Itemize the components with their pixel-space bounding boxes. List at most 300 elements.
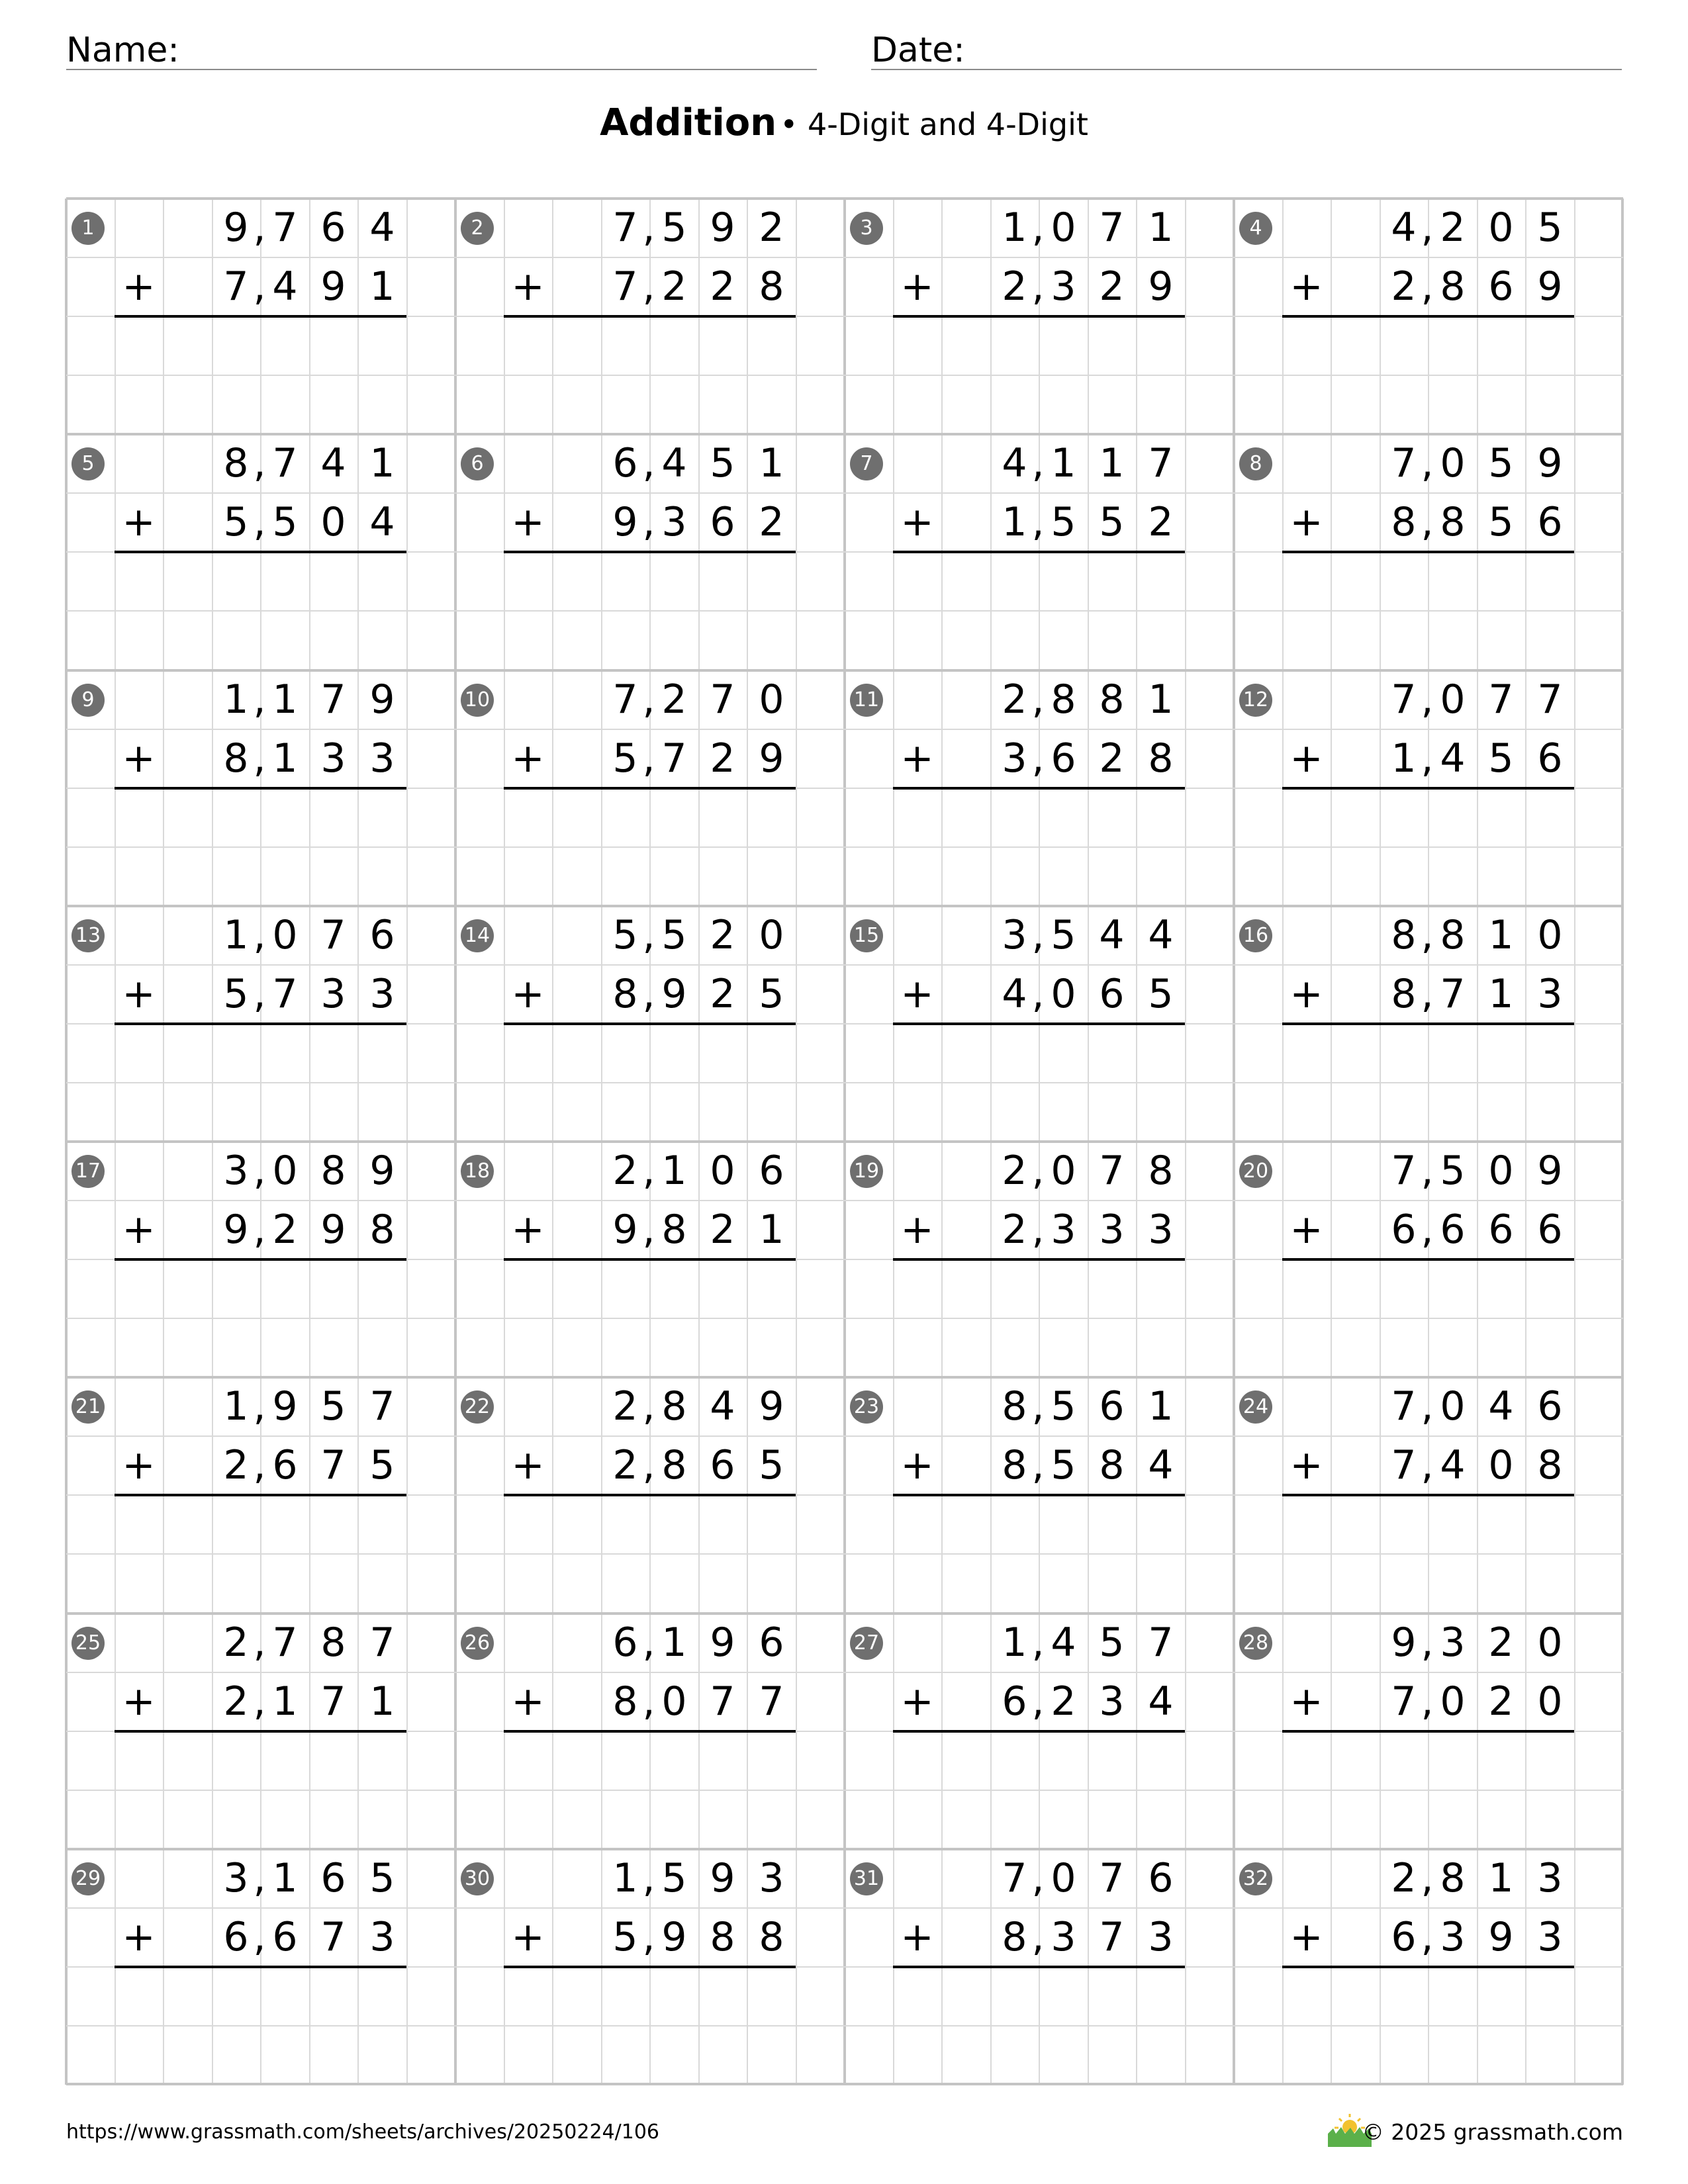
sum-line xyxy=(893,1258,1185,1261)
bottom-number-digit: 8 xyxy=(1537,1442,1563,1488)
bottom-number-digit: 7 xyxy=(320,1914,346,1960)
bottom-number-digit: 8 xyxy=(1391,971,1417,1017)
top-number-comma: , xyxy=(1421,1148,1434,1194)
problem-number-badge: 27 xyxy=(850,1627,883,1660)
sum-line xyxy=(893,1966,1185,1968)
problem-32 xyxy=(1234,1849,1623,2085)
plus-operator: + xyxy=(900,971,934,1017)
top-number-digit: 9 xyxy=(272,1383,298,1430)
sum-line xyxy=(504,315,796,318)
problem-number-badge: 10 xyxy=(461,684,494,717)
footer-copyright: © 2025 grassmath.com xyxy=(1362,2119,1623,2145)
bottom-number-digit: 2 xyxy=(1099,263,1125,310)
top-number-digit: 7 xyxy=(272,440,298,486)
top-number-comma: , xyxy=(1421,912,1434,958)
bottom-number-digit: 0 xyxy=(1440,1678,1466,1725)
sum-line xyxy=(115,1494,406,1496)
top-number-digit: 2 xyxy=(1002,676,1027,723)
problem-17 xyxy=(66,1142,455,1377)
top-number-digit: 4 xyxy=(1391,205,1417,251)
top-number-digit: 7 xyxy=(1391,440,1417,486)
bottom-number-digit: 7 xyxy=(759,1678,784,1725)
top-number-digit: 2 xyxy=(223,1619,249,1666)
sum-line xyxy=(893,315,1185,318)
top-number-digit: 1 xyxy=(223,912,249,958)
bottom-number-comma: , xyxy=(642,499,655,545)
bottom-number-comma: , xyxy=(642,1914,655,1960)
bottom-number-digit: 2 xyxy=(223,1678,249,1725)
bottom-number-digit: 7 xyxy=(1391,1442,1417,1488)
bottom-number-digit: 7 xyxy=(272,971,298,1017)
bottom-number-digit: 3 xyxy=(369,1914,395,1960)
top-number-comma: , xyxy=(1421,676,1434,723)
problem-23 xyxy=(845,1377,1234,1613)
bottom-number-digit: 0 xyxy=(1537,1678,1563,1725)
top-number-comma: , xyxy=(1421,205,1434,251)
sum-line xyxy=(1282,315,1574,318)
problem-10 xyxy=(455,670,845,906)
top-number-digit: 4 xyxy=(1488,1383,1514,1430)
bottom-number-digit: 2 xyxy=(710,735,735,782)
top-number-digit: 7 xyxy=(1391,1148,1417,1194)
bottom-number-digit: 5 xyxy=(1148,971,1174,1017)
plus-operator: + xyxy=(511,263,545,310)
bottom-number-comma: , xyxy=(1421,1206,1434,1253)
problem-3 xyxy=(845,199,1234,434)
bottom-number-digit: 2 xyxy=(1148,499,1174,545)
problem-26 xyxy=(455,1614,845,1849)
top-number-digit: 0 xyxy=(1537,912,1563,958)
top-number-digit: 7 xyxy=(1391,676,1417,723)
top-number-digit: 9 xyxy=(710,1619,735,1666)
top-number-digit: 9 xyxy=(223,205,249,251)
problem-number-badge: 20 xyxy=(1239,1155,1272,1188)
bottom-number-digit: 9 xyxy=(612,1206,638,1253)
bottom-number-digit: 3 xyxy=(320,735,346,782)
top-number-digit: 0 xyxy=(1537,1619,1563,1666)
plus-operator: + xyxy=(122,499,156,545)
top-number-digit: 1 xyxy=(223,1383,249,1430)
plus-operator: + xyxy=(1289,1442,1323,1488)
top-number-digit: 1 xyxy=(369,440,395,486)
problem-number-badge: 5 xyxy=(71,447,105,480)
top-number-digit: 1 xyxy=(1488,1855,1514,1901)
top-number-digit: 1 xyxy=(759,440,784,486)
plus-operator: + xyxy=(900,1442,934,1488)
bottom-number-digit: 2 xyxy=(1051,1678,1076,1725)
problem-grid xyxy=(66,199,1623,2085)
sum-line xyxy=(893,551,1185,553)
top-number-digit: 7 xyxy=(320,912,346,958)
problem-number-badge: 22 xyxy=(461,1390,494,1424)
top-number-digit: 0 xyxy=(1440,676,1466,723)
bottom-number-digit: 4 xyxy=(1440,1442,1466,1488)
plus-operator: + xyxy=(511,1206,545,1253)
top-number-digit: 5 xyxy=(710,440,735,486)
bottom-number-digit: 2 xyxy=(272,1206,298,1253)
top-number-digit: 6 xyxy=(369,912,395,958)
top-number-comma: , xyxy=(1031,676,1045,723)
problem-number-badge: 29 xyxy=(71,1862,105,1895)
plus-operator: + xyxy=(1289,971,1323,1017)
problem-number-badge: 13 xyxy=(71,919,105,952)
top-number-comma: , xyxy=(1421,1383,1434,1430)
top-number-digit: 7 xyxy=(612,205,638,251)
problem-number-badge: 3 xyxy=(850,212,883,245)
top-number-digit: 6 xyxy=(759,1619,784,1666)
bottom-number-comma: , xyxy=(1031,1206,1045,1253)
plus-operator: + xyxy=(122,735,156,782)
problem-24 xyxy=(1234,1377,1623,1613)
top-number-digit: 1 xyxy=(223,676,249,723)
sum-line xyxy=(504,1258,796,1261)
problem-number-badge: 1 xyxy=(71,212,105,245)
plus-operator: + xyxy=(511,1442,545,1488)
bottom-number-digit: 9 xyxy=(612,499,638,545)
problem-8 xyxy=(1234,434,1623,670)
bottom-number-digit: 3 xyxy=(661,499,687,545)
plus-operator: + xyxy=(900,1678,934,1725)
bottom-number-digit: 6 xyxy=(1537,499,1563,545)
top-number-digit: 0 xyxy=(1051,205,1076,251)
bottom-number-digit: 3 xyxy=(320,971,346,1017)
top-number-digit: 8 xyxy=(1148,1148,1174,1194)
sum-line xyxy=(893,1023,1185,1025)
top-number-digit: 8 xyxy=(661,1383,687,1430)
problem-18 xyxy=(455,1142,845,1377)
bottom-number-digit: 5 xyxy=(1488,735,1514,782)
bottom-number-comma: , xyxy=(1031,735,1045,782)
bottom-number-digit: 5 xyxy=(612,1914,638,1960)
plus-operator: + xyxy=(1289,263,1323,310)
problem-11 xyxy=(845,670,1234,906)
bottom-number-digit: 9 xyxy=(1148,263,1174,310)
bottom-number-comma: , xyxy=(253,735,266,782)
problem-number-badge: 15 xyxy=(850,919,883,952)
top-number-digit: 0 xyxy=(759,676,784,723)
top-number-digit: 8 xyxy=(223,440,249,486)
bottom-number-comma: , xyxy=(253,1442,266,1488)
bottom-number-digit: 6 xyxy=(710,499,735,545)
top-number-digit: 5 xyxy=(369,1855,395,1901)
problem-number-badge: 4 xyxy=(1239,212,1272,245)
bottom-number-digit: 3 xyxy=(1051,1206,1076,1253)
problem-19 xyxy=(845,1142,1234,1377)
problem-27 xyxy=(845,1614,1234,1849)
bottom-number-digit: 8 xyxy=(759,1914,784,1960)
plus-operator: + xyxy=(900,1206,934,1253)
sum-line xyxy=(504,787,796,790)
sum-line xyxy=(504,1023,796,1025)
bottom-number-digit: 6 xyxy=(1440,1206,1466,1253)
bottom-number-comma: , xyxy=(253,971,266,1017)
bottom-number-digit: 3 xyxy=(1537,971,1563,1017)
problem-number-badge: 19 xyxy=(850,1155,883,1188)
problem-12 xyxy=(1234,670,1623,906)
top-number-digit: 4 xyxy=(661,440,687,486)
bottom-number-digit: 6 xyxy=(1099,971,1125,1017)
top-number-comma: , xyxy=(1031,912,1045,958)
sum-line xyxy=(1282,787,1574,790)
bottom-number-digit: 1 xyxy=(369,263,395,310)
sum-line xyxy=(504,551,796,553)
top-number-comma: , xyxy=(642,205,655,251)
bottom-number-digit: 1 xyxy=(1488,971,1514,1017)
problem-number-badge: 28 xyxy=(1239,1627,1272,1660)
bottom-number-digit: 4 xyxy=(1002,971,1027,1017)
bottom-number-digit: 8 xyxy=(223,735,249,782)
bottom-number-digit: 2 xyxy=(759,499,784,545)
top-number-digit: 1 xyxy=(1148,205,1174,251)
bottom-number-digit: 2 xyxy=(710,1206,735,1253)
bottom-number-digit: 6 xyxy=(1488,1206,1514,1253)
top-number-digit: 5 xyxy=(612,912,638,958)
top-number-comma: , xyxy=(253,1383,266,1430)
sum-line xyxy=(1282,1023,1574,1025)
top-number-digit: 1 xyxy=(661,1148,687,1194)
top-number-digit: 3 xyxy=(223,1148,249,1194)
top-number-digit: 7 xyxy=(1148,1619,1174,1666)
bottom-number-digit: 6 xyxy=(1391,1206,1417,1253)
top-number-comma: , xyxy=(253,676,266,723)
bottom-number-comma: , xyxy=(642,1442,655,1488)
date-field[interactable] xyxy=(871,25,1622,70)
sum-line xyxy=(504,1494,796,1496)
top-number-digit: 5 xyxy=(1099,1619,1125,1666)
sum-line xyxy=(115,315,406,318)
bottom-number-digit: 0 xyxy=(1051,971,1076,1017)
bottom-number-comma: , xyxy=(1421,971,1434,1017)
plus-operator: + xyxy=(900,735,934,782)
top-number-digit: 5 xyxy=(1440,1148,1466,1194)
top-number-comma: , xyxy=(253,440,266,486)
bottom-number-comma: , xyxy=(1031,1914,1045,1960)
top-number-digit: 1 xyxy=(1002,205,1027,251)
top-number-comma: , xyxy=(1421,1619,1434,1666)
bottom-number-digit: 2 xyxy=(1002,263,1027,310)
top-number-digit: 1 xyxy=(1002,1619,1027,1666)
top-number-digit: 7 xyxy=(612,676,638,723)
bottom-number-comma: , xyxy=(1031,1442,1045,1488)
top-number-comma: , xyxy=(1421,440,1434,486)
title-subtitle: • 4-Digit and 4-Digit xyxy=(780,107,1088,142)
top-number-digit: 1 xyxy=(612,1855,638,1901)
problem-number-badge: 14 xyxy=(461,919,494,952)
bottom-number-digit: 3 xyxy=(1099,1206,1125,1253)
bottom-number-digit: 2 xyxy=(661,263,687,310)
top-number-digit: 1 xyxy=(272,676,298,723)
bottom-number-comma: , xyxy=(1421,1678,1434,1725)
bottom-number-digit: 3 xyxy=(1537,1914,1563,1960)
bottom-number-digit: 5 xyxy=(1099,499,1125,545)
bottom-number-digit: 6 xyxy=(1051,735,1076,782)
sum-line xyxy=(1282,1966,1574,1968)
bottom-number-digit: 9 xyxy=(320,1206,346,1253)
top-number-digit: 9 xyxy=(369,676,395,723)
top-number-comma: , xyxy=(642,1383,655,1430)
bottom-number-digit: 0 xyxy=(661,1678,687,1725)
problem-number-badge: 6 xyxy=(461,447,494,480)
problem-15 xyxy=(845,906,1234,1142)
top-number-comma: , xyxy=(253,205,266,251)
bottom-number-digit: 4 xyxy=(1148,1442,1174,1488)
top-number-digit: 5 xyxy=(661,912,687,958)
problem-7 xyxy=(845,434,1234,670)
top-number-digit: 4 xyxy=(710,1383,735,1430)
bottom-number-comma: , xyxy=(253,263,266,310)
bottom-number-comma: , xyxy=(1421,263,1434,310)
top-number-digit: 6 xyxy=(612,1619,638,1666)
top-number-digit: 1 xyxy=(272,1855,298,1901)
top-number-digit: 9 xyxy=(759,1383,784,1430)
problem-number-badge: 2 xyxy=(461,212,494,245)
top-number-digit: 2 xyxy=(1002,1148,1027,1194)
problem-14 xyxy=(455,906,845,1142)
bottom-number-digit: 5 xyxy=(1051,1442,1076,1488)
bottom-number-comma: , xyxy=(642,1678,655,1725)
top-number-digit: 3 xyxy=(1537,1855,1563,1901)
plus-operator: + xyxy=(1289,1678,1323,1725)
top-number-digit: 7 xyxy=(369,1619,395,1666)
bottom-number-digit: 5 xyxy=(223,971,249,1017)
bottom-number-digit: 5 xyxy=(759,971,784,1017)
name-field[interactable] xyxy=(66,25,817,70)
bottom-number-digit: 7 xyxy=(661,735,687,782)
bottom-number-digit: 3 xyxy=(1002,735,1027,782)
bottom-number-digit: 8 xyxy=(1099,1442,1125,1488)
problem-9 xyxy=(66,670,455,906)
bottom-number-digit: 5 xyxy=(272,499,298,545)
top-number-digit: 0 xyxy=(1488,205,1514,251)
problem-number-badge: 24 xyxy=(1239,1390,1272,1424)
top-number-digit: 4 xyxy=(1051,1619,1076,1666)
bottom-number-digit: 8 xyxy=(612,1678,638,1725)
top-number-digit: 1 xyxy=(1488,912,1514,958)
top-number-digit: 5 xyxy=(1488,440,1514,486)
footer-url: https://www.grassmath.com/sheets/archives/20250224/106 xyxy=(66,2120,660,2144)
bottom-number-digit: 5 xyxy=(612,735,638,782)
sum-line xyxy=(893,787,1185,790)
bottom-number-digit: 6 xyxy=(1537,735,1563,782)
bottom-number-digit: 1 xyxy=(1002,499,1027,545)
top-number-digit: 9 xyxy=(1391,1619,1417,1666)
top-number-digit: 0 xyxy=(1440,1383,1466,1430)
bottom-number-comma: , xyxy=(253,1914,266,1960)
plus-operator: + xyxy=(122,971,156,1017)
plus-operator: + xyxy=(122,1442,156,1488)
bottom-number-digit: 9 xyxy=(1537,263,1563,310)
bottom-number-digit: 8 xyxy=(612,971,638,1017)
problem-number-badge: 8 xyxy=(1239,447,1272,480)
sum-line xyxy=(1282,1730,1574,1733)
problem-5 xyxy=(66,434,455,670)
top-number-digit: 2 xyxy=(710,912,735,958)
problem-30 xyxy=(455,1849,845,2085)
top-number-digit: 1 xyxy=(1099,440,1125,486)
plus-operator: + xyxy=(1289,499,1323,545)
bottom-number-comma: , xyxy=(642,263,655,310)
top-number-digit: 6 xyxy=(1099,1383,1125,1430)
bottom-number-digit: 1 xyxy=(369,1678,395,1725)
top-number-digit: 2 xyxy=(1440,205,1466,251)
problem-number-badge: 12 xyxy=(1239,684,1272,717)
bottom-number-digit: 0 xyxy=(1488,1442,1514,1488)
sum-line xyxy=(1282,1258,1574,1261)
top-number-comma: , xyxy=(1421,1855,1434,1901)
bottom-number-digit: 9 xyxy=(320,263,346,310)
bottom-number-comma: , xyxy=(1421,735,1434,782)
top-number-digit: 2 xyxy=(1391,1855,1417,1901)
top-number-digit: 0 xyxy=(759,912,784,958)
plus-operator: + xyxy=(1289,735,1323,782)
top-number-comma: , xyxy=(642,1619,655,1666)
bottom-number-comma: , xyxy=(642,971,655,1017)
top-number-digit: 0 xyxy=(1051,1148,1076,1194)
top-number-digit: 5 xyxy=(1537,205,1563,251)
bottom-number-digit: 1 xyxy=(272,1678,298,1725)
bottom-number-digit: 5 xyxy=(369,1442,395,1488)
bottom-number-digit: 7 xyxy=(223,263,249,310)
bottom-number-digit: 6 xyxy=(272,1914,298,1960)
bottom-number-digit: 2 xyxy=(710,971,735,1017)
bottom-number-digit: 5 xyxy=(223,499,249,545)
problem-number-badge: 30 xyxy=(461,1862,494,1895)
plus-operator: + xyxy=(1289,1914,1323,1960)
top-number-digit: 9 xyxy=(1537,440,1563,486)
bottom-number-digit: 8 xyxy=(661,1442,687,1488)
top-number-comma: , xyxy=(253,912,266,958)
plus-operator: + xyxy=(122,1206,156,1253)
top-number-digit: 5 xyxy=(661,205,687,251)
bottom-number-digit: 9 xyxy=(1488,1914,1514,1960)
plus-operator: + xyxy=(122,1914,156,1960)
bottom-number-comma: , xyxy=(253,1678,266,1725)
bottom-number-digit: 6 xyxy=(272,1442,298,1488)
sum-line xyxy=(115,551,406,553)
top-number-digit: 2 xyxy=(661,676,687,723)
sum-line xyxy=(115,1966,406,1968)
sum-line xyxy=(1282,1494,1574,1496)
plus-operator: + xyxy=(900,263,934,310)
top-number-digit: 7 xyxy=(369,1383,395,1430)
problem-number-badge: 25 xyxy=(71,1627,105,1660)
problem-number-badge: 9 xyxy=(71,684,105,717)
bottom-number-comma: , xyxy=(1031,971,1045,1017)
top-number-digit: 3 xyxy=(1002,912,1027,958)
bottom-number-digit: 1 xyxy=(1391,735,1417,782)
top-number-digit: 7 xyxy=(1099,1855,1125,1901)
bottom-number-digit: 5 xyxy=(759,1442,784,1488)
plus-operator: + xyxy=(511,1914,545,1960)
bottom-number-digit: 3 xyxy=(1148,1206,1174,1253)
problem-number-badge: 21 xyxy=(71,1390,105,1424)
bottom-number-digit: 4 xyxy=(272,263,298,310)
top-number-digit: 7 xyxy=(1391,1383,1417,1430)
name-label: Name: xyxy=(66,30,179,70)
bottom-number-digit: 8 xyxy=(1391,499,1417,545)
bottom-number-digit: 7 xyxy=(320,1442,346,1488)
plus-operator: + xyxy=(511,971,545,1017)
bottom-number-digit: 5 xyxy=(1488,499,1514,545)
top-number-digit: 2 xyxy=(612,1148,638,1194)
bottom-number-digit: 2 xyxy=(612,1442,638,1488)
top-number-digit: 8 xyxy=(1440,1855,1466,1901)
bottom-number-digit: 1 xyxy=(272,735,298,782)
top-number-digit: 1 xyxy=(1148,676,1174,723)
problem-25 xyxy=(66,1614,455,1849)
top-number-digit: 8 xyxy=(1002,1383,1027,1430)
bottom-number-digit: 9 xyxy=(661,971,687,1017)
